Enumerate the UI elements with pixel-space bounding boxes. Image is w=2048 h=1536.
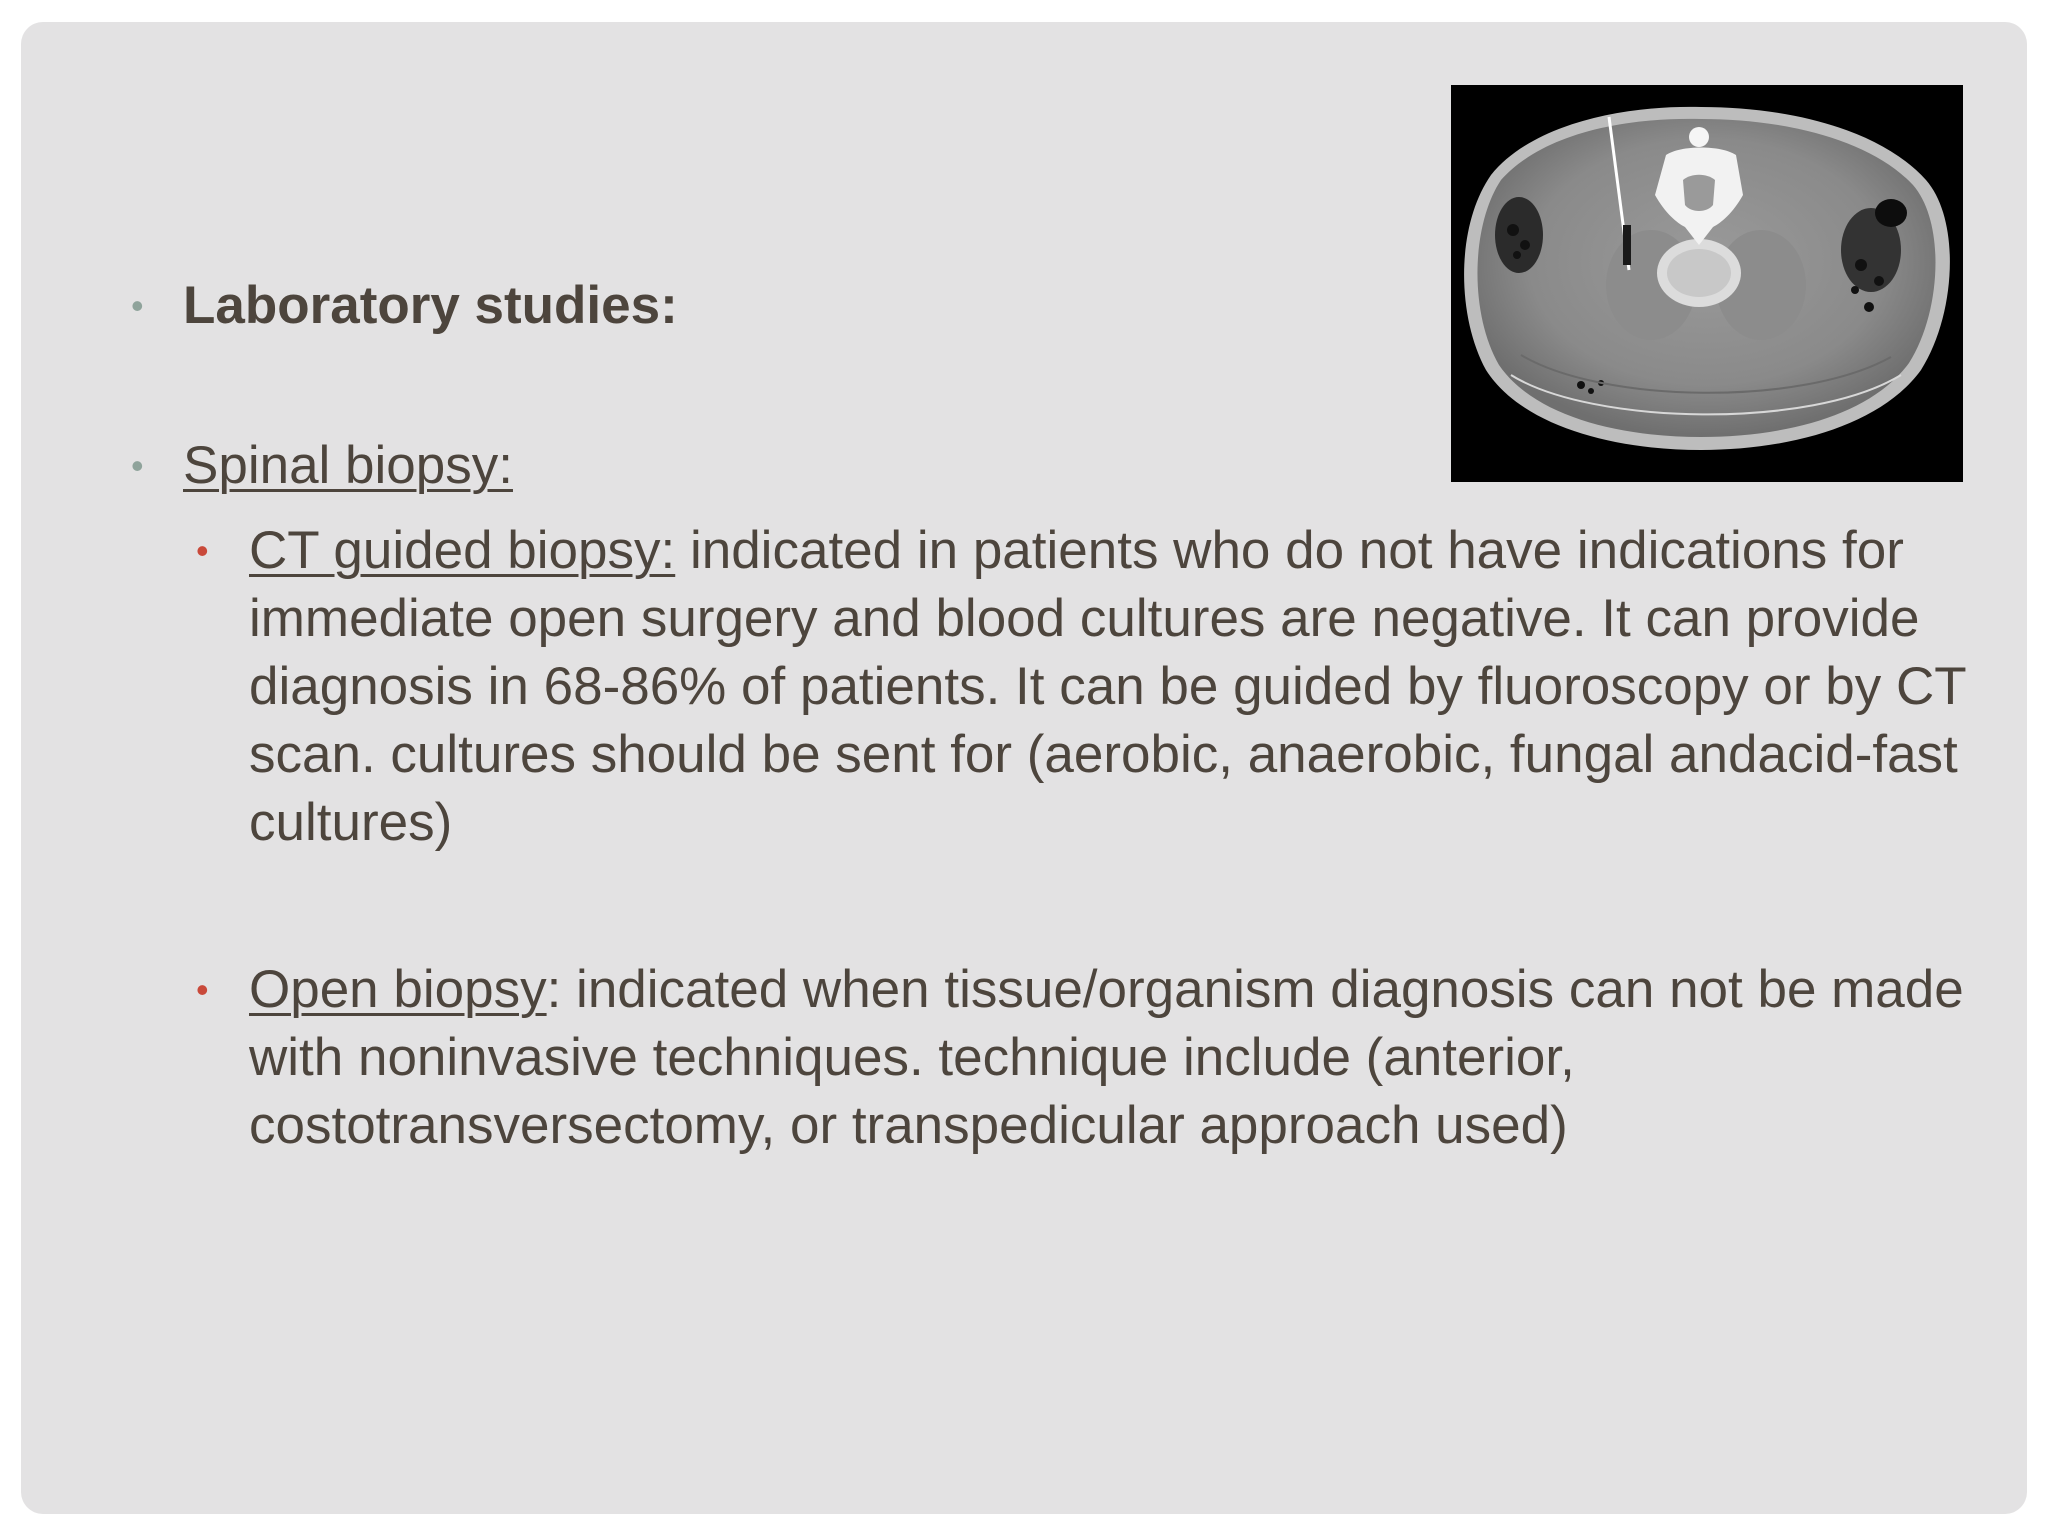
ct-guided-biopsy-text: indicated in patients who do not have indications for immediate open surgery and blood cultures are negative. It can provide diagnosis in 68-86% of patients. It can be guided by fluoroscopy or by CT scan. cultures should be sent for (aerobic, anaerobic, fungal andacid-fast cultures)	[249, 521, 1966, 852]
open-biopsy-text: : indicated when tissue/organism diagnosis can not be made with noninvasive techniques. technique include (anterior, costotransversectomy, or transpedicular approach used)	[249, 960, 1964, 1155]
ct-guided-biopsy-title: CT guided biopsy:	[249, 521, 676, 580]
bullet-dot: •	[131, 285, 144, 326]
bullet-dot: •	[196, 969, 209, 1010]
ct-guided-biopsy-item	[249, 517, 1989, 857]
spinal-biopsy-heading: Spinal biopsy:	[183, 436, 513, 495]
ct-scan-image	[1451, 85, 1963, 482]
open-biopsy-title: Open biopsy	[249, 960, 547, 1019]
open-biopsy-item	[249, 956, 1989, 1160]
bullet-dot: •	[196, 530, 209, 571]
laboratory-studies-heading: Laboratory studies:	[183, 276, 678, 335]
slide	[21, 22, 2027, 1514]
bullet-dot: •	[131, 445, 144, 486]
